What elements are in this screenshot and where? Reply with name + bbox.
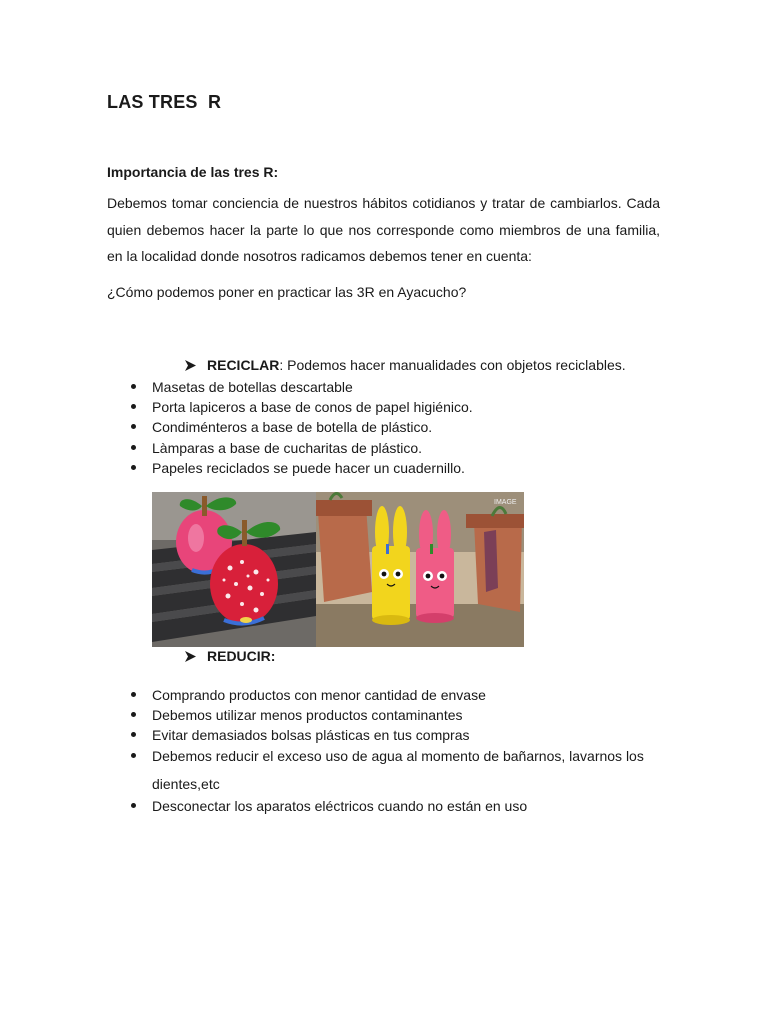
intro-paragraph: Debemos tomar conciencia de nuestros hábitos cotidianos y tratar de cambiarlos. Cada quien debemos hacer la parte lo que nos corresponde como miembros de una familia, en la localidad donde nosotros radicamos debemos tener en cuenta: <box>107 195 660 264</box>
list-item: Porta lapiceros a base de conos de papel higiénico. <box>129 397 683 417</box>
reducir-heading: REDUCIR: <box>207 648 276 664</box>
list-item: Condiménteros a base de botella de plástico. <box>129 417 683 437</box>
arrow-bullet-icon <box>184 359 197 372</box>
bullet-dot-icon <box>131 803 136 808</box>
craft-photos <box>152 492 524 647</box>
bullet-dot-icon <box>131 753 136 758</box>
reciclar-heading-line <box>184 357 626 373</box>
list-item: Evitar demasiados bolsas plásticas en tus compras <box>129 725 683 745</box>
list-item: Papeles reciclados se puede hacer un cuadernillo. <box>129 458 683 478</box>
reducir-heading-line <box>184 648 275 664</box>
bullet-dot-icon <box>131 732 136 737</box>
photo-toilet-roll-bunnies <box>316 492 524 647</box>
reciclar-heading: RECICLAR <box>207 357 280 373</box>
list-item: Debemos reducir el exceso uso de agua al momento de bañarnos, lavarnos los dientes,etc <box>129 742 683 798</box>
apple-bottle-craft-icon <box>152 492 316 647</box>
bullet-dot-icon <box>131 424 136 429</box>
bullet-dot-icon <box>131 445 136 450</box>
list-item: Làmparas a base de cucharitas de plástico. <box>129 438 683 458</box>
document-title: LAS TRES R <box>107 92 222 112</box>
bullet-dot-icon <box>131 692 136 697</box>
reducir-list <box>129 685 683 816</box>
list-item: Desconectar los aparatos eléctricos cuando no están en uso <box>129 796 683 816</box>
bunny-pencil-holder-craft-icon <box>316 492 524 647</box>
bullet-dot-icon <box>131 465 136 470</box>
list-item: Masetas de botellas descartable <box>129 377 683 397</box>
list-item: Debemos utilizar menos productos contaminantes <box>129 705 683 725</box>
section-subheading: Importancia de las tres R: <box>107 164 279 180</box>
bullet-dot-icon <box>131 384 136 389</box>
photo-recycled-bottle-apples <box>152 492 316 647</box>
reciclar-description: : Podemos hacer manualidades con objetos reciclables. <box>279 357 626 373</box>
photo-watermark: IMAGE <box>494 499 517 506</box>
bullet-dot-icon <box>131 712 136 717</box>
arrow-bullet-icon <box>184 650 197 663</box>
bullet-dot-icon <box>131 404 136 409</box>
list-item: Comprando productos con menor cantidad de envase <box>129 685 683 705</box>
question-text: ¿Cómo podemos poner en practicar las 3R en Ayacucho? <box>107 284 467 300</box>
reciclar-list <box>129 377 683 478</box>
